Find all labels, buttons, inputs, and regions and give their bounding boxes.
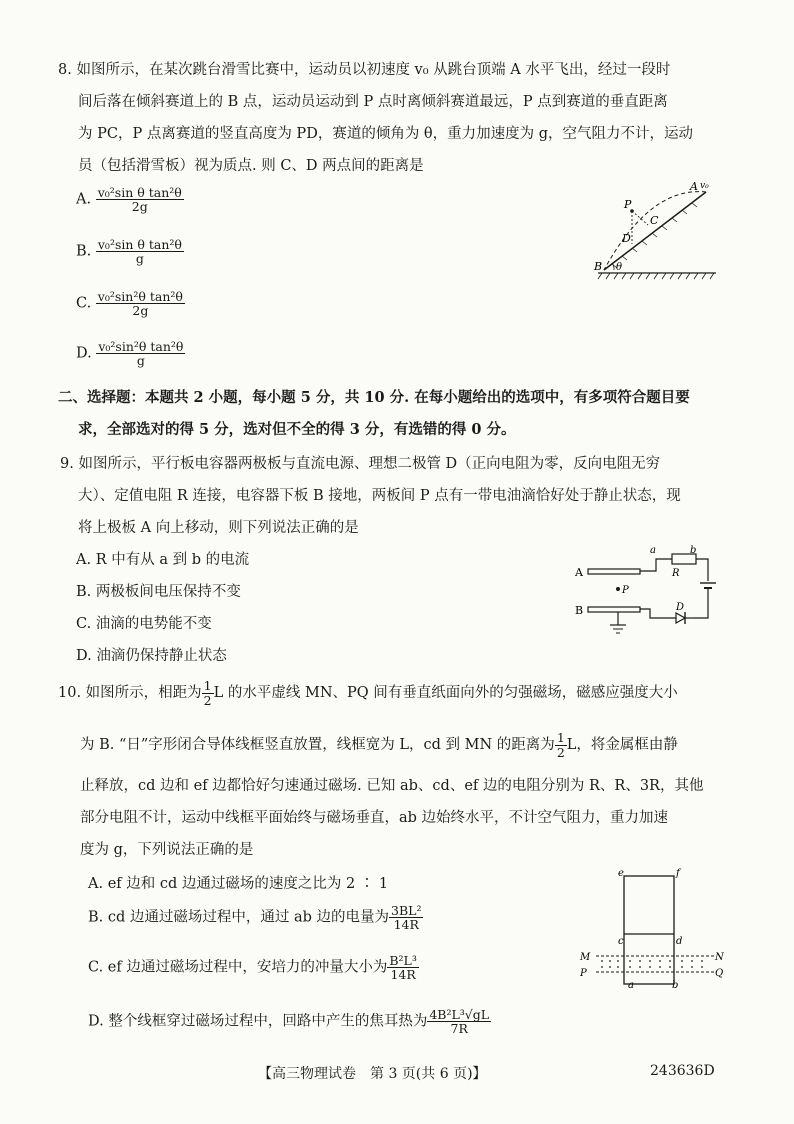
option-denominator: 2g (131, 199, 148, 215)
q9-circuit-figure (572, 545, 722, 640)
q9-option-a: A. R 中有从 a 到 b 的电流 (76, 552, 250, 568)
q8-option-c (76, 290, 185, 317)
label-p: P (580, 968, 587, 979)
point-p (616, 587, 620, 591)
label-q: Q (715, 968, 724, 979)
q10-option-d (88, 1008, 491, 1035)
label-r: R (672, 568, 680, 579)
q9-option-b: B. 两极板间电压保持不变 (76, 584, 241, 600)
label-a: A (690, 180, 698, 193)
label-diode: D (676, 602, 685, 613)
top-wire-right (696, 559, 708, 581)
top-wire-left (640, 559, 672, 571)
plate-b (588, 607, 640, 612)
option-denominator: 14R (393, 917, 419, 933)
label-a: a (650, 545, 656, 556)
label-a: a (628, 980, 634, 991)
option-numerator: 4B²L³√gL (429, 1007, 490, 1022)
fraction-denominator: 2 (556, 744, 565, 760)
q10-option-c (88, 954, 419, 981)
outer-frame (624, 876, 674, 984)
label-b: b (672, 980, 679, 991)
option-numerator: v₀²sin θ tan²θ (97, 185, 182, 200)
q10-line2-start: 为 B. “日”字形闭合导体线框竖直放置，线框宽为 L，cd 到 MN 的距离为 (80, 737, 555, 753)
q8-option-d (76, 340, 185, 367)
option-label: A. (76, 191, 92, 208)
option-numerator: v₀²sin θ tan²θ (97, 237, 182, 252)
bottom-wire (640, 609, 676, 618)
option-denominator: g (135, 251, 144, 267)
q8-line2: 间后落在倾斜赛道上的 B 点，运动员运动到 P 点时离倾斜赛道最远，P 点到赛道的垂直距离 (78, 94, 668, 110)
option-text: B. cd 边通过磁场过程中，通过 ab 边的电量为 (88, 909, 390, 926)
option-text: C. ef 边通过磁场过程中，安培力的冲量大小为 (88, 959, 388, 976)
q10-option-b (88, 904, 423, 931)
q10-line3: 止释放，cd 边和 ef 边都恰好匀速通过磁场. 已知 ab、cd、ef 边的电阻分别为 R、R、3R，其他 (80, 778, 704, 794)
slope-line (604, 192, 706, 270)
ground-hatch (598, 273, 714, 279)
q9-option-d: D. 油滴仍保持静止状态 (76, 648, 227, 664)
option-label: C. (76, 295, 92, 312)
label-d: d (676, 936, 683, 947)
q10-line2-end: L，将金属框由静 (566, 737, 678, 753)
right-wire (694, 588, 708, 618)
q10-line1-start: 10. 如图所示，相距为 (58, 685, 202, 701)
option-numerator: v₀²sin²θ tan²θ (98, 339, 184, 354)
label-b: b (690, 545, 697, 556)
label-c: c (618, 936, 624, 947)
diode-triangle (676, 613, 685, 623)
label-c: C (650, 214, 659, 227)
label-v0: v₀ (700, 181, 709, 191)
q8-option-a (76, 186, 184, 213)
q10-line2 (80, 728, 678, 762)
label-plate-b: B (575, 604, 584, 617)
q10-line1-end: L 的水平虚线 MN、PQ 间有垂直纸面向外的匀强磁场，磁感应强度大小 (213, 685, 678, 701)
label-m: M (580, 952, 591, 963)
q10-line1 (58, 676, 678, 710)
option-text: D. 整个线框穿过磁场过程中，回路中产生的焦耳热为 (88, 1013, 428, 1030)
page-footer: 【高三物理试卷 第 3 页(共 6 页)】 (258, 1066, 487, 1082)
option-numerator: 3BL² (391, 903, 422, 918)
option-denominator: 7R (450, 1021, 468, 1037)
q9-option-c: C. 油滴的电势能不变 (76, 616, 212, 632)
section2-line1: 二、选择题：本题共 2 小题，每小题 5 分，共 10 分. 在每小题给出的选项中，有多项符合题目要 (58, 389, 690, 406)
q8-line3: 为 PC，P 点离赛道的竖直高度为 PD，赛道的倾角为 θ，重力加速度为 g，空气阻力不计，运动 (78, 126, 694, 142)
q10-line4: 部分电阻不计，运动中线框平面始终与磁场垂直，ab 边始终水平，不计空气阻力，重力加速 (80, 810, 669, 826)
option-denominator: 2g (132, 303, 149, 319)
option-numerator: B²L³ (389, 953, 417, 968)
field-dots (601, 960, 703, 968)
q10-frame-figure (574, 868, 724, 992)
label-p: P (624, 198, 632, 211)
exam-code: 243636D (650, 1063, 715, 1079)
label-b: B (594, 260, 603, 273)
q8-ski-slope-figure (590, 178, 720, 288)
label-p: P (622, 585, 629, 596)
q8-line1: 8. 如图所示，在某次跳台滑雪比赛中，运动员以初速度 v₀ 从跳台顶端 A 水平飞出，经过一段时 (58, 62, 671, 78)
angle-arc (612, 263, 614, 270)
label-n: N (715, 952, 724, 963)
label-e: e (618, 868, 624, 879)
label-d: D (622, 232, 631, 245)
pc-line (632, 211, 648, 225)
fraction-denominator: 2 (203, 692, 212, 708)
q9-line1: 9. 如图所示，平行板电容器两极板与直流电源、理想二极管 D（正向电阻为零，反向电阻无穷 (60, 456, 661, 472)
label-plate-a: A (575, 566, 583, 579)
option-label: D. (76, 345, 92, 362)
q8-option-b (76, 238, 184, 265)
q8-line4: 员（包括滑雪板）视为质点. 则 C、D 两点间的距离是 (78, 158, 424, 174)
fraction-numerator: 1 (203, 678, 212, 694)
option-denominator: 14R (390, 967, 416, 983)
label-theta: θ (616, 262, 623, 273)
option-label: B. (76, 243, 92, 260)
option-denominator: g (136, 353, 145, 369)
section2-line2: 求，全部选对的得 5 分，选对但不全的得 3 分，有选错的得 0 分。 (78, 421, 516, 438)
plate-a (588, 569, 640, 574)
q9-line3: 将上极板 A 向上移动，则下列说法正确的是 (78, 520, 359, 536)
q10-option-a: A. ef 边和 cd 边通过磁场的速度之比为 2 ∶ 1 (88, 876, 389, 892)
label-f: f (676, 868, 680, 879)
option-numerator: v₀²sin²θ tan²θ (97, 289, 183, 304)
q9-line2: 大）、定值电阻 R 连接，电容器下板 B 接地，两板间 P 点有一带电油滴恰好处于静止状态，现 (78, 488, 681, 504)
q10-line5: 度为 g，下列说法正确的是 (80, 842, 254, 858)
fraction-numerator: 1 (556, 730, 565, 746)
